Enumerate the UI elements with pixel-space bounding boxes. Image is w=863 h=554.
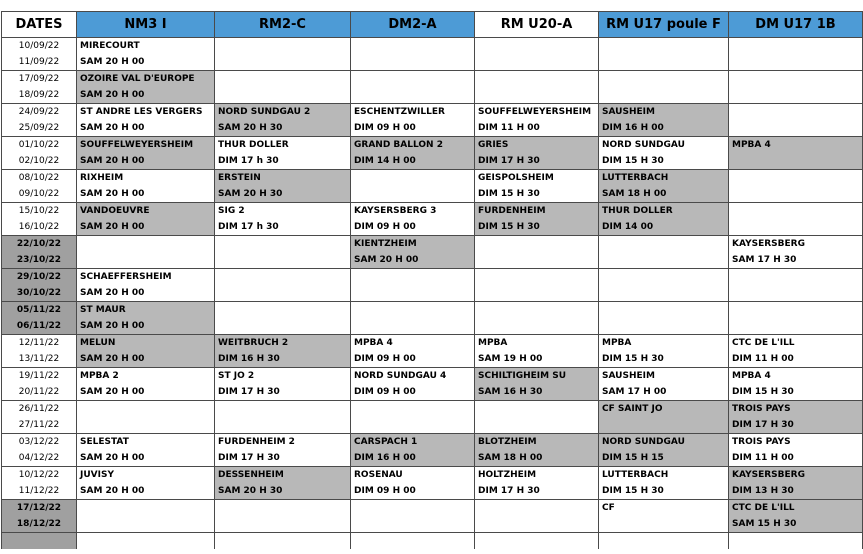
date-cell: 30/10/22 <box>2 285 77 302</box>
date-cell: 26/11/22 <box>2 401 77 418</box>
table-row <box>2 335 863 352</box>
opponent-cell: SOUFFELWEYERSHEIM <box>77 137 215 154</box>
table-row <box>2 500 863 517</box>
match-time-cell: DIM 14 H 00 <box>351 153 475 170</box>
date-cell: 19/11/22 <box>2 368 77 385</box>
match-time-cell <box>599 87 729 104</box>
opponent-cell: BLOTZHEIM <box>475 434 599 451</box>
empty-cell <box>729 533 863 550</box>
opponent-cell <box>77 236 215 253</box>
match-time-cell <box>729 219 863 236</box>
opponent-cell: GRIES <box>475 137 599 154</box>
opponent-cell: MPBA <box>475 335 599 352</box>
match-time-cell <box>77 417 215 434</box>
opponent-cell: GEISPOLSHEIM <box>475 170 599 187</box>
match-time-cell: DIM 09 H 00 <box>351 483 475 500</box>
table-row <box>2 516 863 533</box>
match-time-cell <box>475 417 599 434</box>
opponent-cell: CF <box>599 500 729 517</box>
opponent-cell <box>729 38 863 55</box>
opponent-cell <box>77 401 215 418</box>
table-row <box>2 170 863 187</box>
opponent-cell: NORD SUNDGAU 2 <box>215 104 351 121</box>
match-time-cell <box>599 516 729 533</box>
date-cell: 18/12/22 <box>2 516 77 533</box>
date-cell: 10/09/22 <box>2 38 77 55</box>
opponent-cell: FURDENHEIM <box>475 203 599 220</box>
date-cell: 09/10/22 <box>2 186 77 203</box>
table-row <box>2 153 863 170</box>
header-row <box>2 12 863 38</box>
opponent-cell: SCHILTIGHEIM SU <box>475 368 599 385</box>
opponent-cell <box>729 302 863 319</box>
opponent-cell: KAYSERSBERG <box>729 467 863 484</box>
opponent-cell <box>351 401 475 418</box>
match-time-cell: DIM 16 H 00 <box>351 450 475 467</box>
table-row <box>2 384 863 401</box>
match-time-cell: DIM 15 H 30 <box>729 384 863 401</box>
opponent-cell: SCHAEFFERSHEIM <box>77 269 215 286</box>
opponent-cell <box>215 269 351 286</box>
opponent-cell: KIENTZHEIM <box>351 236 475 253</box>
match-time-cell: SAM 20 H 30 <box>215 186 351 203</box>
match-time-cell: DIM 15 H 30 <box>599 351 729 368</box>
match-time-cell: DIM 15 H 30 <box>599 483 729 500</box>
match-time-cell: DIM 09 H 00 <box>351 219 475 236</box>
match-time-cell <box>475 87 599 104</box>
opponent-cell <box>599 302 729 319</box>
match-time-cell: SAM 20 H 00 <box>77 186 215 203</box>
table-row <box>2 87 863 104</box>
opponent-cell <box>77 500 215 517</box>
match-time-cell <box>351 54 475 71</box>
opponent-cell: SAUSHEIM <box>599 368 729 385</box>
match-time-cell <box>599 318 729 335</box>
header-dmu17: DM U17 1B <box>729 12 863 38</box>
opponent-cell <box>599 236 729 253</box>
opponent-cell <box>351 302 475 319</box>
opponent-cell: LUTTERBACH <box>599 170 729 187</box>
match-time-cell <box>729 153 863 170</box>
match-time-cell <box>475 318 599 335</box>
opponent-cell: MPBA 2 <box>77 368 215 385</box>
opponent-cell: WEITBRUCH 2 <box>215 335 351 352</box>
header-dates: DATES <box>2 12 77 38</box>
match-time-cell <box>351 285 475 302</box>
opponent-cell: FURDENHEIM 2 <box>215 434 351 451</box>
opponent-cell: OZOIRE VAL D'EUROPE <box>77 71 215 88</box>
table-row <box>2 120 863 137</box>
match-time-cell <box>475 252 599 269</box>
match-time-cell <box>729 186 863 203</box>
empty-cell <box>599 533 729 550</box>
empty-cell <box>215 533 351 550</box>
opponent-cell <box>475 302 599 319</box>
match-time-cell: SAM 20 H 00 <box>77 285 215 302</box>
match-time-cell: DIM 15 H 15 <box>599 450 729 467</box>
table-row <box>2 219 863 236</box>
opponent-cell <box>475 401 599 418</box>
match-time-cell: SAM 20 H 00 <box>77 450 215 467</box>
match-time-cell <box>351 318 475 335</box>
opponent-cell <box>729 104 863 121</box>
table-row <box>2 401 863 418</box>
opponent-cell: TROIS PAYS <box>729 434 863 451</box>
match-time-cell: SAM 20 H 30 <box>215 120 351 137</box>
table-row <box>2 285 863 302</box>
match-time-cell: DIM 17 h 30 <box>215 219 351 236</box>
match-time-cell <box>215 54 351 71</box>
date-cell: 11/09/22 <box>2 54 77 71</box>
opponent-cell: NORD SUNDGAU <box>599 137 729 154</box>
opponent-cell: CTC DE L'ILL <box>729 500 863 517</box>
match-time-cell: DIM 09 H 00 <box>351 351 475 368</box>
date-cell: 11/12/22 <box>2 483 77 500</box>
opponent-cell <box>475 71 599 88</box>
match-time-cell: DIM 09 H 00 <box>351 120 475 137</box>
date-cell: 06/11/22 <box>2 318 77 335</box>
opponent-cell <box>351 170 475 187</box>
date-cell: 16/10/22 <box>2 219 77 236</box>
match-time-cell: DIM 11 H 00 <box>475 120 599 137</box>
match-time-cell: DIM 15 H 30 <box>599 153 729 170</box>
date-cell: 05/11/22 <box>2 302 77 319</box>
match-time-cell <box>215 417 351 434</box>
opponent-cell <box>475 38 599 55</box>
match-time-cell: SAM 16 H 30 <box>475 384 599 401</box>
table-row <box>2 467 863 484</box>
match-time-cell <box>77 516 215 533</box>
opponent-cell <box>351 71 475 88</box>
table-row <box>2 252 863 269</box>
match-time-cell: SAM 19 H 00 <box>475 351 599 368</box>
match-time-cell: SAM 18 H 00 <box>599 186 729 203</box>
match-time-cell <box>729 318 863 335</box>
match-time-cell <box>729 54 863 71</box>
table-row <box>2 302 863 319</box>
match-time-cell <box>599 285 729 302</box>
match-time-cell: DIM 17 H 30 <box>215 384 351 401</box>
opponent-cell: TROIS PAYS <box>729 401 863 418</box>
empty-cell <box>351 533 475 550</box>
date-cell: 17/12/22 <box>2 500 77 517</box>
date-cell: 24/09/22 <box>2 104 77 121</box>
match-time-cell <box>475 516 599 533</box>
match-time-cell: SAM 15 H 30 <box>729 516 863 533</box>
match-time-cell: SAM 20 H 00 <box>351 252 475 269</box>
opponent-cell: SAUSHEIM <box>599 104 729 121</box>
match-time-cell <box>215 285 351 302</box>
header-rmu20: RM U20-A <box>475 12 599 38</box>
match-time-cell <box>351 87 475 104</box>
opponent-cell <box>351 38 475 55</box>
match-time-cell <box>215 252 351 269</box>
match-time-cell <box>599 417 729 434</box>
date-cell: 20/11/22 <box>2 384 77 401</box>
opponent-cell: ST ANDRE LES VERGERS <box>77 104 215 121</box>
opponent-cell <box>475 500 599 517</box>
opponent-cell <box>729 203 863 220</box>
table-row <box>2 450 863 467</box>
match-time-cell <box>351 417 475 434</box>
date-cell: 01/10/22 <box>2 137 77 154</box>
header-dm2: DM2-A <box>351 12 475 38</box>
opponent-cell <box>599 38 729 55</box>
opponent-cell <box>215 401 351 418</box>
opponent-cell: SOUFFELWEYERSHEIM <box>475 104 599 121</box>
match-time-cell <box>599 252 729 269</box>
table-row <box>2 533 863 550</box>
table-row <box>2 137 863 154</box>
match-time-cell: DIM 14 00 <box>599 219 729 236</box>
table-row <box>2 236 863 253</box>
match-time-cell: DIM 17 H 30 <box>215 450 351 467</box>
match-time-cell: SAM 20 H 00 <box>77 120 215 137</box>
date-cell: 22/10/22 <box>2 236 77 253</box>
opponent-cell: SIG 2 <box>215 203 351 220</box>
opponent-cell <box>729 71 863 88</box>
opponent-cell: MELUN <box>77 335 215 352</box>
match-time-cell: DIM 17 h 30 <box>215 153 351 170</box>
match-time-cell <box>729 120 863 137</box>
match-time-cell <box>729 285 863 302</box>
match-time-cell: SAM 17 H 00 <box>599 384 729 401</box>
opponent-cell: NORD SUNDGAU 4 <box>351 368 475 385</box>
table-row <box>2 417 863 434</box>
opponent-cell: ST JO 2 <box>215 368 351 385</box>
opponent-cell <box>215 236 351 253</box>
match-time-cell: SAM 20 H 00 <box>77 54 215 71</box>
header-nm3: NM3 I <box>77 12 215 38</box>
opponent-cell <box>475 236 599 253</box>
opponent-cell <box>599 71 729 88</box>
opponent-cell: THUR DOLLER <box>215 137 351 154</box>
header-rmu17: RM U17 poule F <box>599 12 729 38</box>
opponent-cell: ESCHENTZWILLER <box>351 104 475 121</box>
match-time-cell: SAM 20 H 00 <box>77 87 215 104</box>
date-cell: 27/11/22 <box>2 417 77 434</box>
match-time-cell: SAM 20 H 00 <box>77 219 215 236</box>
opponent-cell: CTC DE L'ILL <box>729 335 863 352</box>
date-cell: 18/09/22 <box>2 87 77 104</box>
table-row <box>2 203 863 220</box>
table-row <box>2 318 863 335</box>
match-time-cell <box>351 516 475 533</box>
opponent-cell: CF SAINT JO <box>599 401 729 418</box>
date-cell: 02/10/22 <box>2 153 77 170</box>
table-row <box>2 434 863 451</box>
opponent-cell: MPBA 4 <box>729 368 863 385</box>
table-row <box>2 104 863 121</box>
match-time-cell: SAM 17 H 30 <box>729 252 863 269</box>
match-time-cell: SAM 20 H 00 <box>77 153 215 170</box>
match-time-cell: DIM 15 H 30 <box>475 219 599 236</box>
match-time-cell: SAM 20 H 00 <box>77 351 215 368</box>
date-cell: 03/12/22 <box>2 434 77 451</box>
date-cell: 04/12/22 <box>2 450 77 467</box>
date-cell: 10/12/22 <box>2 467 77 484</box>
match-time-cell: SAM 20 H 00 <box>77 384 215 401</box>
date-cell: 25/09/22 <box>2 120 77 137</box>
date-cell: 08/10/22 <box>2 170 77 187</box>
opponent-cell: MPBA 4 <box>351 335 475 352</box>
opponent-cell <box>475 269 599 286</box>
opponent-cell: MIRECOURT <box>77 38 215 55</box>
match-time-cell: DIM 17 H 30 <box>475 153 599 170</box>
match-time-cell: DIM 16 H 00 <box>599 120 729 137</box>
table-row <box>2 368 863 385</box>
opponent-cell: MPBA <box>599 335 729 352</box>
table-row <box>2 38 863 55</box>
opponent-cell: VANDOEUVRE <box>77 203 215 220</box>
match-time-cell: DIM 15 H 30 <box>475 186 599 203</box>
table-row <box>2 483 863 500</box>
match-time-cell: SAM 20 H 00 <box>77 318 215 335</box>
date-cell: 29/10/22 <box>2 269 77 286</box>
opponent-cell: ERSTEIN <box>215 170 351 187</box>
opponent-cell: THUR DOLLER <box>599 203 729 220</box>
match-time-cell: SAM 18 H 00 <box>475 450 599 467</box>
table-row <box>2 71 863 88</box>
date-cell: 13/11/22 <box>2 351 77 368</box>
opponent-cell: ROSENAU <box>351 467 475 484</box>
empty-cell <box>77 533 215 550</box>
header-rm2: RM2-C <box>215 12 351 38</box>
opponent-cell <box>351 269 475 286</box>
opponent-cell: MPBA 4 <box>729 137 863 154</box>
opponent-cell: GRAND BALLON 2 <box>351 137 475 154</box>
match-time-cell: DIM 11 H 00 <box>729 351 863 368</box>
match-time-cell <box>215 516 351 533</box>
match-time-cell <box>475 54 599 71</box>
table-row <box>2 269 863 286</box>
match-time-cell: DIM 11 H 00 <box>729 450 863 467</box>
opponent-cell <box>215 71 351 88</box>
match-time-cell: SAM 20 H 30 <box>215 483 351 500</box>
opponent-cell: JUVISY <box>77 467 215 484</box>
opponent-cell: RIXHEIM <box>77 170 215 187</box>
opponent-cell <box>215 500 351 517</box>
match-time-cell <box>729 87 863 104</box>
opponent-cell: NORD SUNDGAU <box>599 434 729 451</box>
opponent-cell: KAYSERSBERG 3 <box>351 203 475 220</box>
opponent-cell: ST MAUR <box>77 302 215 319</box>
opponent-cell: CARSPACH 1 <box>351 434 475 451</box>
empty-cell <box>2 533 77 550</box>
match-time-cell <box>215 87 351 104</box>
match-time-cell <box>599 54 729 71</box>
match-time-cell: DIM 16 H 30 <box>215 351 351 368</box>
opponent-cell <box>599 269 729 286</box>
match-time-cell <box>215 318 351 335</box>
opponent-cell <box>729 269 863 286</box>
date-cell: 15/10/22 <box>2 203 77 220</box>
table-row <box>2 186 863 203</box>
schedule-table <box>1 11 863 549</box>
opponent-cell <box>729 170 863 187</box>
date-cell: 23/10/22 <box>2 252 77 269</box>
table-row <box>2 54 863 71</box>
opponent-cell: DESSENHEIM <box>215 467 351 484</box>
match-time-cell: DIM 13 H 30 <box>729 483 863 500</box>
opponent-cell: SELESTAT <box>77 434 215 451</box>
opponent-cell: HOLTZHEIM <box>475 467 599 484</box>
match-time-cell <box>475 285 599 302</box>
match-time-cell: SAM 20 H 00 <box>77 483 215 500</box>
match-time-cell: DIM 09 H 00 <box>351 384 475 401</box>
match-time-cell: DIM 17 H 30 <box>729 417 863 434</box>
match-time-cell: DIM 17 H 30 <box>475 483 599 500</box>
date-cell: 17/09/22 <box>2 71 77 88</box>
empty-cell <box>475 533 599 550</box>
opponent-cell <box>351 500 475 517</box>
opponent-cell <box>215 38 351 55</box>
opponent-cell: KAYSERSBERG <box>729 236 863 253</box>
schedule-body <box>2 38 863 550</box>
opponent-cell <box>215 302 351 319</box>
match-time-cell <box>351 186 475 203</box>
match-time-cell <box>77 252 215 269</box>
table-row <box>2 351 863 368</box>
opponent-cell: LUTTERBACH <box>599 467 729 484</box>
date-cell: 12/11/22 <box>2 335 77 352</box>
